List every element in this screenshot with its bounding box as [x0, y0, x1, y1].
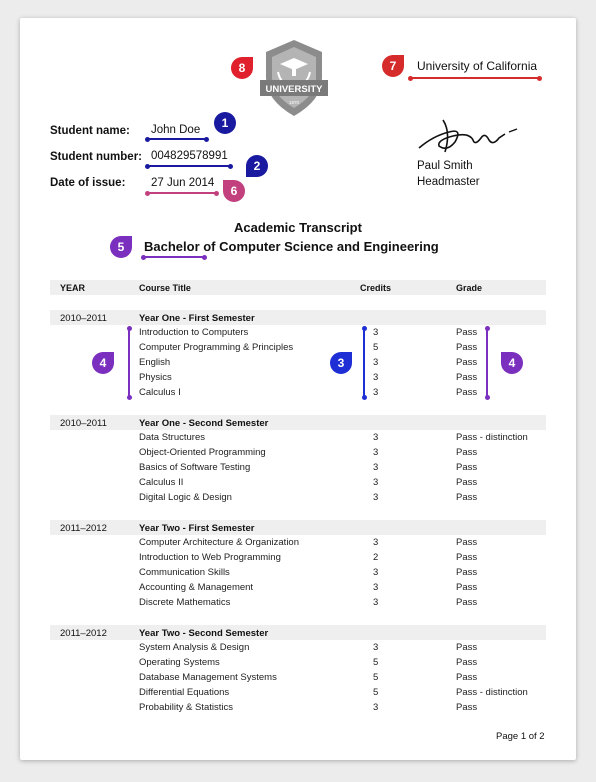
- course-credits: 3: [373, 327, 379, 338]
- semester-year: 2011–2012: [60, 628, 107, 639]
- course-credits: 3: [373, 492, 379, 503]
- semester-title: Year One - Second Semester: [139, 418, 269, 429]
- signature: [415, 112, 525, 156]
- course-title: Data Structures: [139, 432, 205, 443]
- course-grade: Pass: [456, 357, 478, 368]
- semester-header: [50, 625, 546, 640]
- semester-year: 2010–2011: [60, 313, 107, 324]
- course-credits: 3: [373, 447, 379, 458]
- degree-underline: [143, 256, 205, 258]
- annotation-marker-8: 8: [231, 57, 253, 79]
- course-grade: Pass: [456, 702, 478, 713]
- annotation-marker-6: 6: [223, 180, 245, 202]
- university-name-underline: [410, 77, 540, 79]
- annotation-marker-4-left: 4: [92, 352, 114, 374]
- course-credits: 3: [373, 462, 379, 473]
- university-name: University of California: [417, 59, 538, 73]
- student-name-label: Student name:: [50, 125, 130, 137]
- university-logo: [258, 38, 330, 118]
- course-title: Computer Programming & Principles: [139, 342, 294, 353]
- course-credits: 3: [373, 702, 379, 713]
- course-title: Accounting & Management: [139, 582, 254, 593]
- course-grade: Pass: [456, 327, 478, 338]
- annotation-marker-7: 7: [382, 55, 404, 77]
- signer-title: Headmaster: [417, 176, 480, 188]
- course-title: Introduction to Web Programming: [139, 552, 281, 563]
- course-credits: 3: [373, 582, 379, 593]
- course-grade: Pass: [456, 567, 478, 578]
- course-credits: 3: [373, 357, 379, 368]
- course-title: Communication Skills: [139, 567, 230, 578]
- annotation-marker-4-right: 4: [501, 352, 523, 374]
- course-title: Computer Architecture & Organization: [139, 537, 299, 548]
- course-credits: 3: [373, 642, 379, 653]
- course-grade: Pass: [456, 492, 478, 503]
- annotation-marker-5: 5: [110, 236, 132, 258]
- course-grade: Pass: [456, 477, 478, 488]
- date-of-issue-label: Date of issue:: [50, 177, 126, 189]
- course-credits: 3: [373, 432, 379, 443]
- student-number-value: 004829578991: [151, 150, 228, 162]
- course-grade: Pass: [456, 462, 478, 473]
- annotation-marker-2: 2: [246, 155, 268, 177]
- course-grade: Pass: [456, 537, 478, 548]
- course-credits: 3: [373, 567, 379, 578]
- credits-bracket: [363, 328, 365, 398]
- course-credits: 3: [373, 387, 379, 398]
- grades-bracket: [486, 328, 488, 398]
- student-number-underline: [147, 165, 231, 167]
- course-title: Calculus I: [139, 387, 181, 398]
- course-credits: 5: [373, 672, 379, 683]
- column-header-year: YEAR: [60, 283, 86, 293]
- course-title: Probability & Statistics: [139, 702, 233, 713]
- signature-icon: [415, 112, 525, 156]
- course-title: Introduction to Computers: [139, 327, 249, 338]
- annotation-marker-1: 1: [214, 112, 236, 134]
- logo-year-text: 1970: [288, 100, 300, 105]
- table-header: [50, 280, 546, 295]
- course-titles-bracket: [128, 328, 130, 398]
- annotation-marker-3: 3: [330, 352, 352, 374]
- course-grade: Pass: [456, 582, 478, 593]
- course-title: Basics of Software Testing: [139, 462, 251, 473]
- date-of-issue-underline: [147, 192, 217, 194]
- course-title: System Analysis & Design: [139, 642, 250, 653]
- course-grade: Pass: [456, 642, 478, 653]
- signer-name: Paul Smith: [417, 160, 473, 172]
- date-of-issue-value: 27 Jun 2014: [151, 177, 215, 189]
- course-credits: 5: [373, 687, 379, 698]
- semester-header: [50, 415, 546, 430]
- course-title: English: [139, 357, 171, 368]
- transcript-page: [20, 18, 576, 760]
- course-grade: Pass: [456, 342, 478, 353]
- course-grade: Pass: [456, 387, 478, 398]
- course-title: Differential Equations: [139, 687, 230, 698]
- course-title: Discrete Mathematics: [139, 597, 231, 608]
- semester-header: [50, 520, 546, 535]
- course-grade: Pass: [456, 552, 478, 563]
- course-title: Calculus II: [139, 477, 184, 488]
- semester-title: Year Two - First Semester: [139, 523, 255, 534]
- column-header-credits: Credits: [360, 283, 392, 293]
- course-grade: Pass - distinction: [456, 432, 528, 443]
- column-header-course-title: Course Title: [139, 283, 191, 293]
- course-credits: 3: [373, 372, 379, 383]
- logo-ribbon-text: UNIVERSITY: [265, 84, 323, 95]
- course-grade: Pass: [456, 657, 478, 668]
- course-title: Operating Systems: [139, 657, 220, 668]
- degree-title: Bachelor of Computer Science and Engineering: [144, 239, 439, 254]
- course-grade: Pass: [456, 672, 478, 683]
- course-title: Database Management Systems: [139, 672, 277, 683]
- semester-year: 2011–2012: [60, 523, 107, 534]
- university-shield-logo-icon: [258, 38, 330, 118]
- column-header-grade: Grade: [456, 283, 483, 293]
- semester-title: Year One - First Semester: [139, 313, 255, 324]
- course-credits: 5: [373, 342, 379, 353]
- course-grade: Pass - distinction: [456, 687, 528, 698]
- semester-title: Year Two - Second Semester: [139, 628, 269, 639]
- course-grade: Pass: [456, 597, 478, 608]
- course-title: Object-Oriented Programming: [139, 447, 266, 458]
- course-credits: 5: [373, 657, 379, 668]
- transcript-title: Academic Transcript: [234, 220, 362, 235]
- course-credits: 3: [373, 477, 379, 488]
- student-name-underline: [147, 138, 207, 140]
- page-number: Page 1 of 2: [496, 731, 545, 742]
- course-grade: Pass: [456, 372, 478, 383]
- student-number-label: Student number:: [50, 151, 142, 163]
- semester-year: 2010–2011: [60, 418, 107, 429]
- course-credits: 2: [373, 552, 379, 563]
- course-grade: Pass: [456, 447, 478, 458]
- student-name-value: John Doe: [151, 124, 201, 136]
- semester-header: [50, 310, 546, 325]
- course-credits: 3: [373, 537, 379, 548]
- course-title: Digital Logic & Design: [139, 492, 232, 503]
- course-title: Physics: [139, 372, 172, 383]
- course-credits: 3: [373, 597, 379, 608]
